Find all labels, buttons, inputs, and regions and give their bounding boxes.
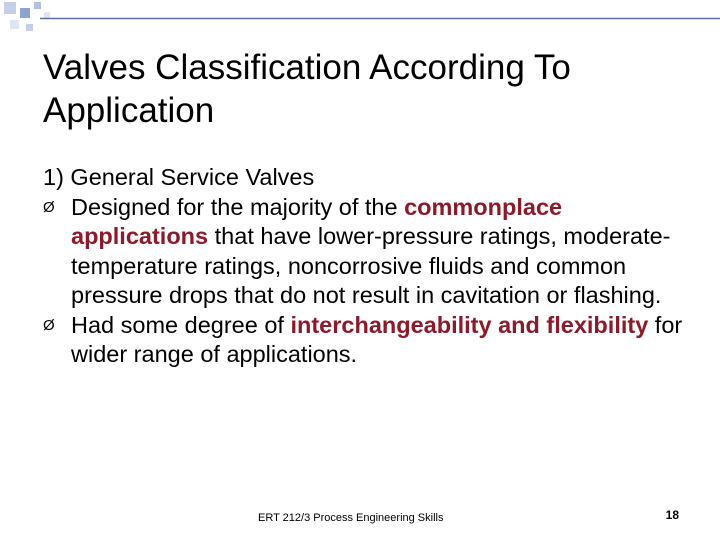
title-rule bbox=[0, 0, 720, 38]
bullet-item bbox=[43, 311, 683, 370]
page-number: 18 bbox=[665, 508, 679, 522]
section-heading: 1) General Service Valves bbox=[43, 164, 315, 190]
footer-text: ERT 212/3 Process Engineering Skills bbox=[258, 512, 444, 524]
bullet-text: for wider range of applications. bbox=[71, 311, 683, 367]
bullet-item bbox=[43, 193, 683, 311]
bullet-text: Had some degree of bbox=[71, 311, 291, 338]
bullet-emphasis: commonplace applications bbox=[71, 193, 563, 249]
bullet-emphasis: interchangeability and flexibility bbox=[290, 311, 649, 338]
bullet-text: that have lower-pressure ratings, moderate-temperature ratings, noncorrosive fluids and common pressure drops that do not result in cavitation or flashing. bbox=[71, 223, 671, 308]
slide-body bbox=[43, 163, 683, 370]
arrow-bullet-icon: Ø bbox=[43, 316, 55, 334]
arrow-bullet-icon: Ø bbox=[43, 198, 55, 216]
bullet-list bbox=[43, 193, 683, 370]
slide-title: Valves Classification According To Application bbox=[43, 48, 571, 130]
bullet-text: Designed for the majority of the bbox=[71, 193, 405, 220]
